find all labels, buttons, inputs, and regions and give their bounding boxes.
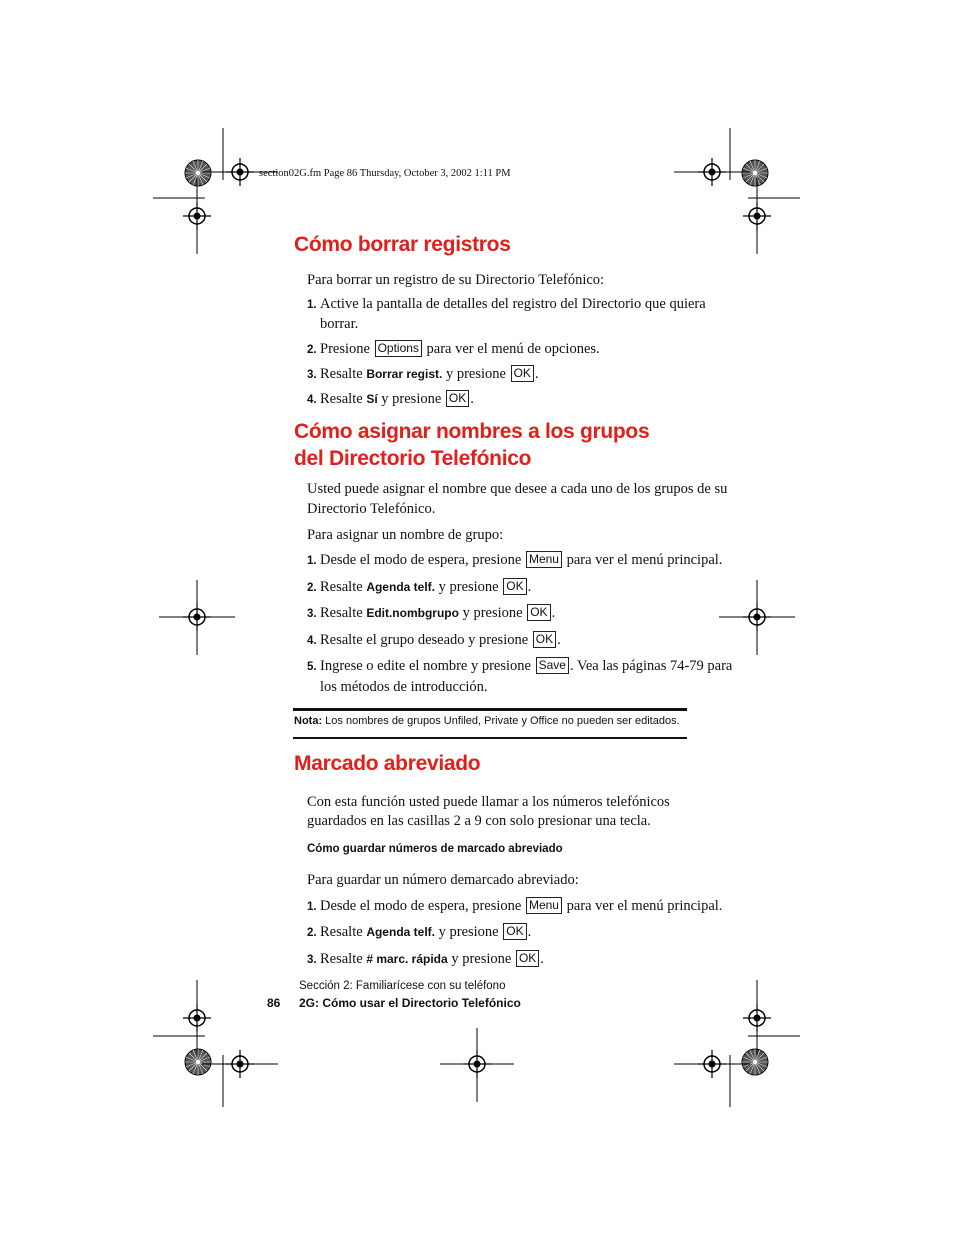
ok-key-icon: OK — [446, 390, 469, 407]
note-bottom-rule — [293, 737, 687, 739]
section3-paragraph-line1: Con esta función usted puede llamar a los números telefónicos — [307, 794, 670, 810]
section-title-asignar-line2: del Directorio Telefónico — [294, 447, 532, 470]
ok-key-icon: OK — [503, 578, 526, 595]
section1-intro: Para borrar un registro de su Directorio Telefónico: — [307, 272, 605, 288]
save-key-icon: Save — [536, 657, 569, 674]
step-item: 3. Resalte Edit.nombgrupo y presione OK . — [307, 605, 556, 621]
ok-key-icon: OK — [533, 631, 556, 648]
step-item: 1. Desde el modo de espera, presione Menu para ver el menú principal. — [307, 552, 723, 568]
note-label: Nota: — [294, 715, 323, 727]
step-item: 3. Resalte # marc. rápida y presione OK . — [307, 951, 544, 967]
note-text: Los nombres de grupos Unfiled, Private y Office no pueden ser editados. — [325, 715, 680, 727]
section2-intro: Para asignar un nombre de grupo: — [307, 527, 504, 543]
step-item: 3. Resalte Borrar regist. y presione OK . — [307, 366, 539, 382]
section-title-marcado: Marcado abreviado — [294, 752, 481, 775]
step-item: 2. Presione Options para ver el menú de opciones. — [307, 341, 600, 357]
section2-paragraph-line1: Usted puede asignar el nombre que desee a cada uno de los grupos de su — [307, 481, 728, 497]
step-item: 1. Active la pantalla de detalles del registro del Directorio que quiera — [307, 296, 706, 312]
page-number: 86 — [267, 996, 281, 1010]
options-key-icon: Options — [375, 340, 422, 357]
ok-key-icon: OK — [516, 950, 539, 967]
ok-key-icon: OK — [511, 365, 534, 382]
footer-chapter: 2G: Cómo usar el Directorio Telefónico — [299, 996, 521, 1010]
section-title-asignar-line1: Cómo asignar nombres a los grupos — [294, 420, 650, 443]
ok-key-icon: OK — [503, 923, 526, 940]
starburst-target-icon — [742, 1049, 768, 1075]
step-continuation: borrar. — [320, 316, 359, 332]
step-item: 4. Resalte Sí y presione OK . — [307, 391, 474, 407]
step-item: 2. Resalte Agenda telf. y presione OK . — [307, 924, 532, 940]
ok-key-icon: OK — [527, 604, 550, 621]
section3-paragraph-line2: guardados en las casillas 2 a 9 con solo presionar una tecla. — [307, 813, 651, 829]
starburst-target-icon — [185, 1049, 211, 1075]
step-continuation: los métodos de introducción. — [320, 679, 488, 695]
starburst-target-icon — [185, 160, 211, 186]
menu-key-icon: Menu — [526, 551, 562, 568]
step-item: 2. Resalte Agenda telf. y presione OK . — [307, 579, 532, 595]
section3-intro: Para guardar un número demarcado abreviado: — [307, 872, 579, 888]
step-item: 1. Desde el modo de espera, presione Menu para ver el menú principal. — [307, 898, 723, 914]
step-item: 4. Resalte el grupo deseado y presione OK . — [307, 632, 561, 648]
note-top-rule — [293, 708, 687, 711]
subsection-heading: Cómo guardar números de marcado abreviado — [307, 843, 563, 855]
note-box — [294, 715, 680, 727]
section2-paragraph-line2: Directorio Telefónico. — [307, 501, 436, 517]
footer-section: Sección 2: Familiarícese con su teléfono — [299, 980, 506, 992]
section-title-borrar: Cómo borrar registros — [294, 233, 511, 256]
step-item: 5. Ingrese o edite el nombre y presione Save . Vea las páginas 74-79 para — [307, 658, 733, 674]
file-header-line: section02G.fm Page 86 Thursday, October 3, 2002 1:11 PM — [259, 168, 511, 179]
menu-key-icon: Menu — [526, 897, 562, 914]
starburst-target-icon — [742, 160, 768, 186]
